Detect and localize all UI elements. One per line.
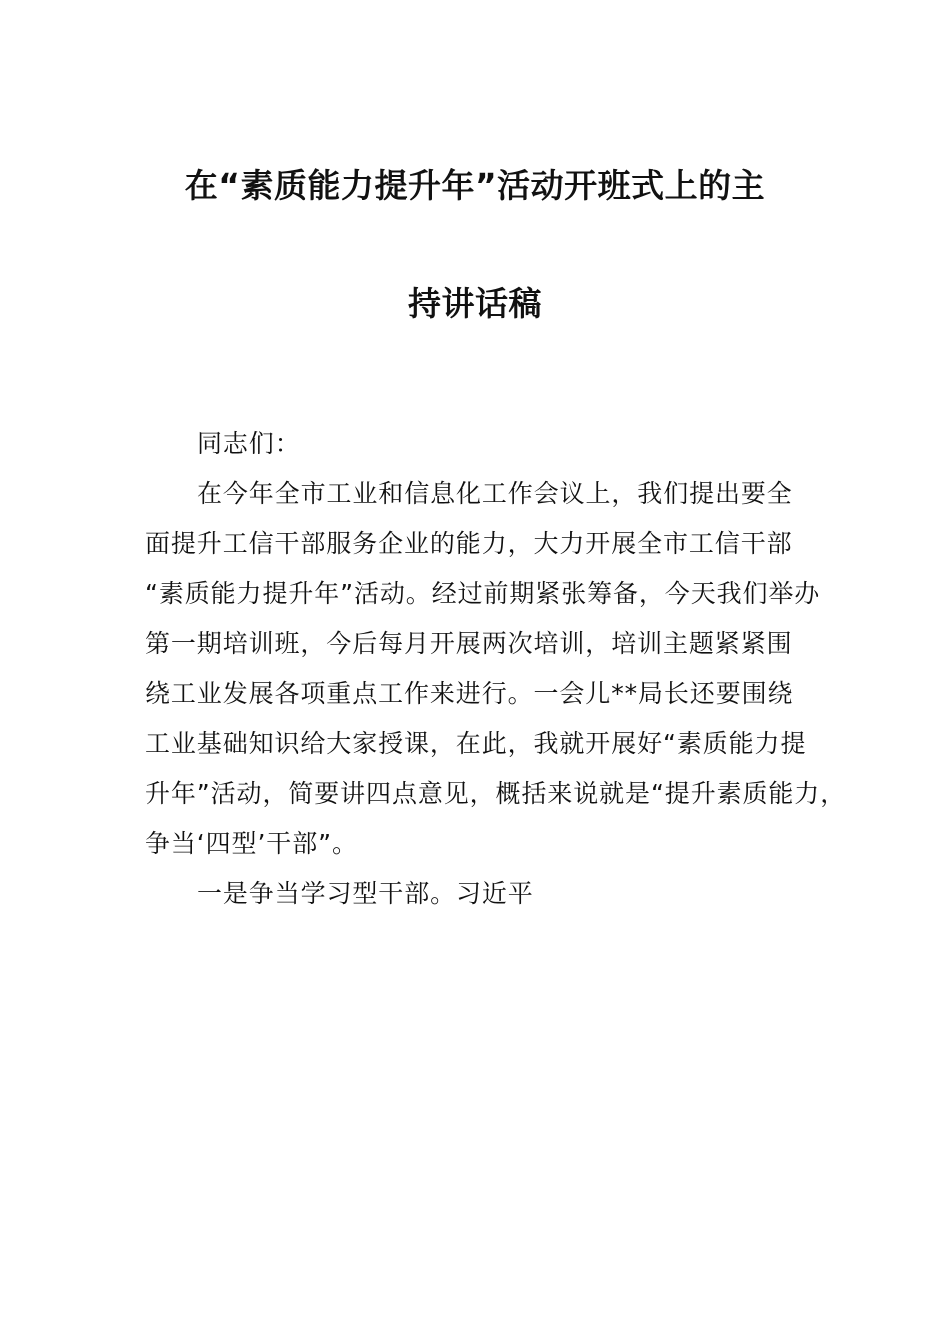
paragraph-2: 一是争当学习型干部。习近平 bbox=[197, 879, 534, 908]
paragraph-line: 升年”活动，简要讲四点意见，概括来说就是“提升素质能力， bbox=[145, 779, 847, 808]
paragraph-line: 第一期培训班，今后每月开展两次培训，培训主题紧紧围 bbox=[145, 629, 793, 658]
salutation: 同志们： bbox=[197, 429, 301, 458]
paragraph-line: 面提升工信干部服务企业的能力，大力开展全市工信干部 bbox=[145, 529, 793, 558]
paragraph-line: 绕工业发展各项重点工作来进行。一会儿**局长还要围绕 bbox=[145, 679, 794, 708]
document-title-line-1: 在“素质能力提升年”活动开班式上的主 bbox=[184, 166, 766, 205]
document-title-line-2: 持讲话稿 bbox=[408, 284, 542, 323]
paragraph-line: 工业基础知识给大家授课，在此，我就开展好“素质能力提 bbox=[145, 729, 807, 758]
paragraph-line: “素质能力提升年”活动。经过前期紧张筹备，今天我们举办 bbox=[145, 579, 821, 608]
paragraph-line: 争当‘四型’干部”。 bbox=[145, 829, 358, 858]
paragraph-line: 在今年全市工业和信息化工作会议上，我们提出要全 bbox=[197, 479, 793, 508]
